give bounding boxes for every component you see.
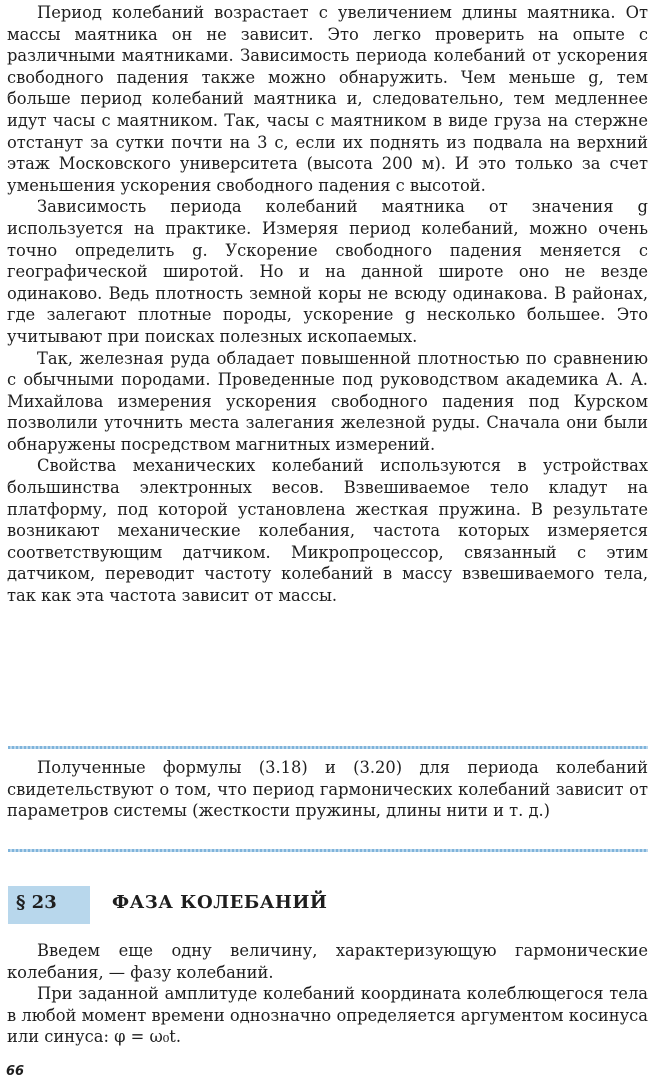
paragraph-period-length: Период колебаний возрастает с увеличением длины маятника. От массы маятника он не зависит. Это легко проверить на опыте с различными маятниками. Зависимость периода колебаний от ускорения свободного падения также можно обнаружить. Чем меньше g, тем больше период колебаний маятника и, следовательно, тем медленнее идут часы с маятником. Так, часы с маятником в виде груза на стержне отстанут за сутки почти на 3 с, если их поднять из подвала на верхний этаж Московского университета (высота 200 м). И это только за счет уменьшения ускорения свободного падения с высотой.: [7, 3, 648, 195]
text-block-top: [7, 2, 648, 607]
summary-bottom-rule: [8, 849, 648, 852]
section-title: ФАЗА КОЛЕБАНИЙ: [112, 892, 328, 913]
section-number: § 23: [16, 892, 57, 913]
paragraph-period-g: Зависимость периода колебаний маятника от значения g используется на практике. Измеряя период колебаний, можно очень точно определить g. Ускорение свободного падения меняется с географической широтой. Но и на данной широте оно не везде одинаково. Ведь плотность земной коры не всюду одинакова. В районах, где залегают плотные породы, ускорение g несколько большее. Это учитывают при поисках полезных ископаемых.: [7, 197, 648, 346]
summary-text: Полученные формулы (3.18) и (3.20) для периода колебаний свидетельствуют о том, что период гармонических колебаний зависит от параметров системы (жесткости пружины, длины нити и т. д.): [7, 758, 648, 821]
summary-top-rule: [8, 746, 648, 749]
paragraph-scales: Свойства механических колебаний используются в устройствах большинства электронных весов. Взвешиваемое тело кладут на платформу, под которой установлена жесткая пружина. В результате возникают механические колебания, частота которых измеряется соответствующим датчиком. Микропроцессор, связанный с этим датчиком, переводит частоту колебаний в массу взвешиваемого тела, так как эта частота зависит от массы.: [7, 456, 648, 606]
summary-block: [7, 757, 648, 822]
paragraph-phase-argument: При заданной амплитуде колебаний координата колеблющегося тела в любой момент времени однозначно определяется аргументом косинуса или синуса: φ = ω₀t.: [7, 984, 648, 1047]
paragraph-iron-ore: Так, железная руда обладает повышенной плотностью по сравнению с обычными породами. Проведенные под руководством академика А. А. Михайлова измерения ускорения свободного падения под Курском позволили уточнить места залегания железной руды. Сначала они были обнаружены посредством магнитных измерений.: [7, 348, 648, 454]
page-number: 66: [6, 1064, 25, 1079]
text-block-bottom: [7, 940, 648, 1048]
paragraph-phase-intro: Введем еще одну величину, характеризующую гармонические колебания, — фазу колебаний.: [7, 941, 648, 982]
